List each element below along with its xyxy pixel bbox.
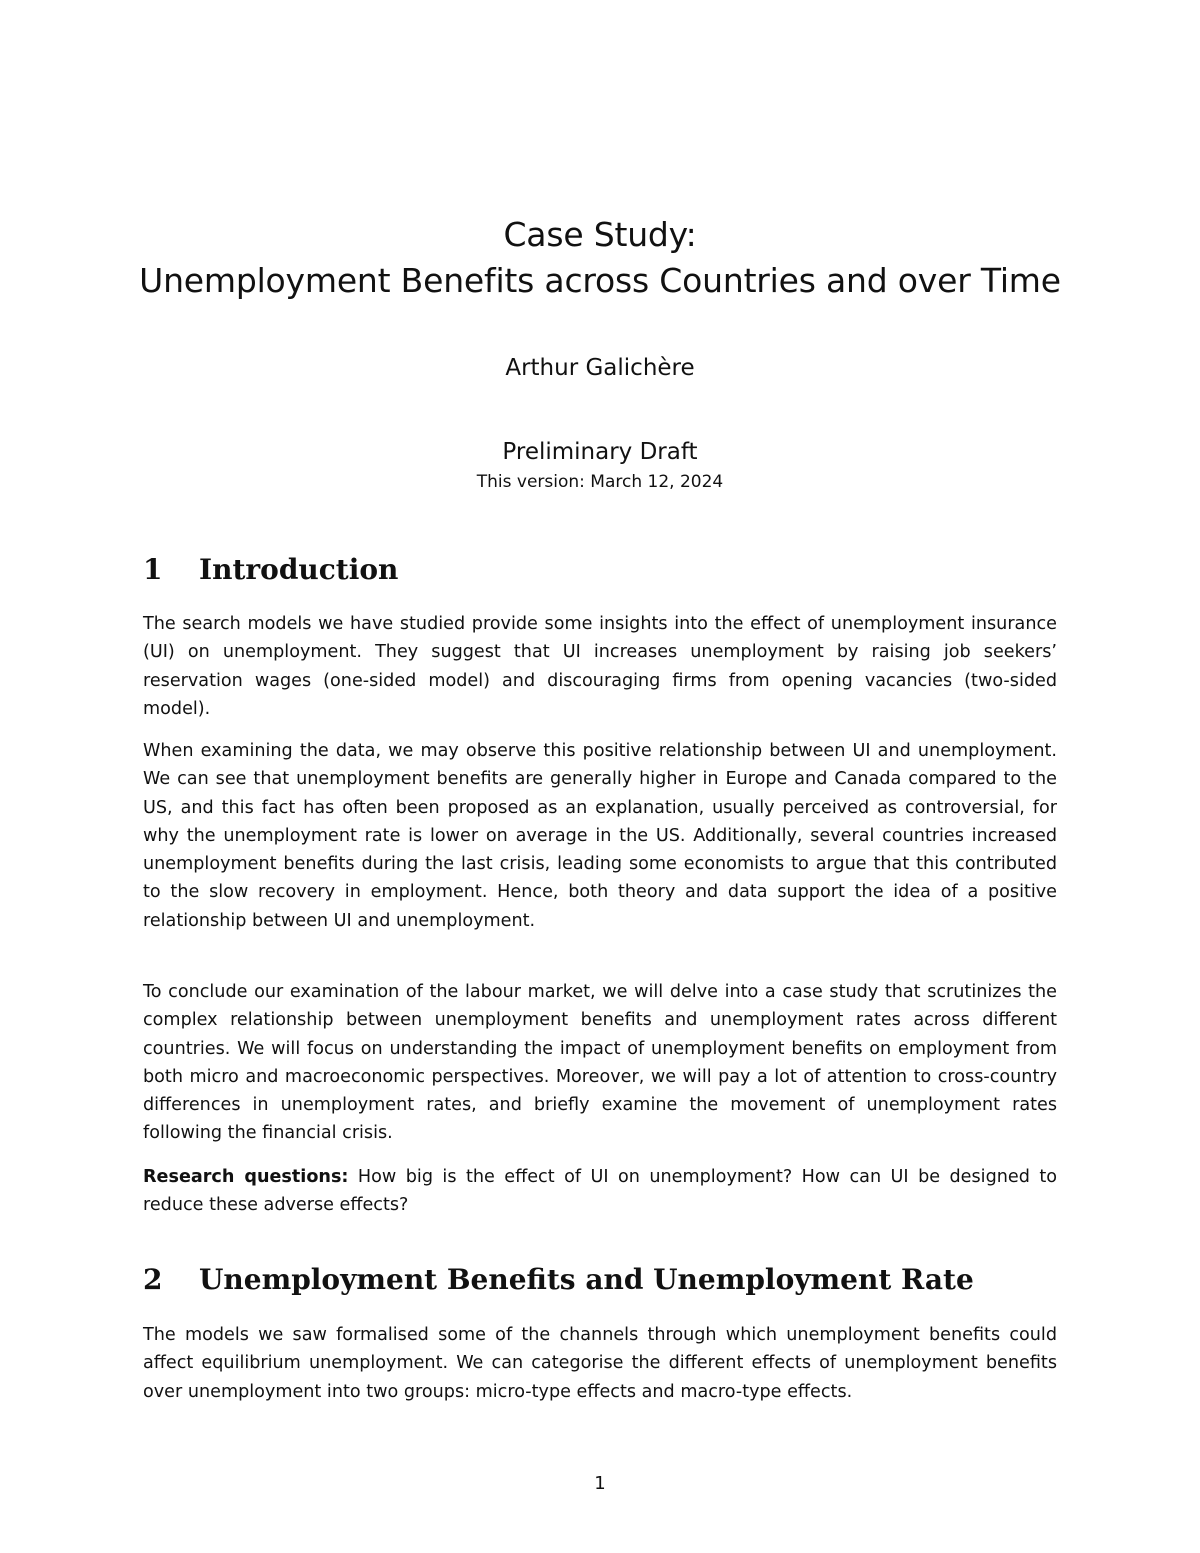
research-questions xyxy=(143,1163,1057,1220)
research-questions-label: Research questions: xyxy=(143,1167,349,1187)
paragraph-text: To conclude our examination of the labour market, we will delve into a case study that scrutinizes the complex relationship between unemployment benefits and unemployment rates across different countries. We will focus on understanding the impact of unemployment benefits on employment from both micro and macroeconomic perspectives. Moreover, we will pay a lot of attention to cross-country differences in unemployment rates, and briefly examine the movement of unemployment rates following the financial crisis. xyxy=(143,982,1057,1144)
document-title xyxy=(0,212,1200,304)
paragraph-text: When examining the data, we may observe this positive relationship between UI and unemployment. We can see that unemployment benefits are generally higher in Europe and Canada compared to the US, and this fact has often been proposed as an explanation, usually perceived as controversial, for why the unemployment rate is lower on average in the US. Additionally, several countries increased unemployment benefits during the last crisis, leading some economists to argue that this contributed to the slow recovery in employment. Hence, both theory and data support the idea of a positive relationship between UI and unemployment. xyxy=(143,741,1057,931)
paragraph-text: The models we saw formalised some of the channels through which unemployment benefits could affect equilibrium unemployment. We can categorise the different effects of unemployment benefits over unemployment into two groups: micro-type effects and macro-type effects. xyxy=(143,1325,1057,1402)
research-questions-body: How big is the effect of UI on unemployment? How can UI be designed to reduce these adverse effects? xyxy=(143,1167,1057,1216)
paragraph-intro-2 xyxy=(143,737,1057,935)
section-number: 2 xyxy=(143,1263,163,1296)
draft-status: Preliminary Draft xyxy=(502,439,698,465)
author-name: Arthur Galichère xyxy=(505,355,695,381)
section-heading-benefits xyxy=(143,1262,1103,1298)
title-line-1: Case Study: xyxy=(503,215,697,254)
title-line-2: Unemployment Benefits across Countries and over Time xyxy=(139,261,1061,300)
version-date: This version: March 12, 2024 xyxy=(476,472,724,492)
section-heading-introduction xyxy=(143,552,1103,588)
section-title: Unemployment Benefits and Unemployment Rate xyxy=(199,1263,974,1296)
paragraph-intro-3 xyxy=(143,978,1057,1148)
paragraph-text: The search models we have studied provide some insights into the effect of unemployment insurance (UI) on unemployment. They suggest that UI increases unemployment by raising job seekers’ reservation wages (one-sided model) and discouraging firms from opening vacancies (two-sided model). xyxy=(143,614,1057,719)
section-title: Introduction xyxy=(199,553,399,586)
research-questions-text xyxy=(143,1163,1057,1220)
section-number: 1 xyxy=(143,553,163,586)
paragraph-section2-1 xyxy=(143,1321,1057,1406)
paragraph-intro-1 xyxy=(143,610,1057,723)
page-number: 1 xyxy=(594,1473,606,1494)
